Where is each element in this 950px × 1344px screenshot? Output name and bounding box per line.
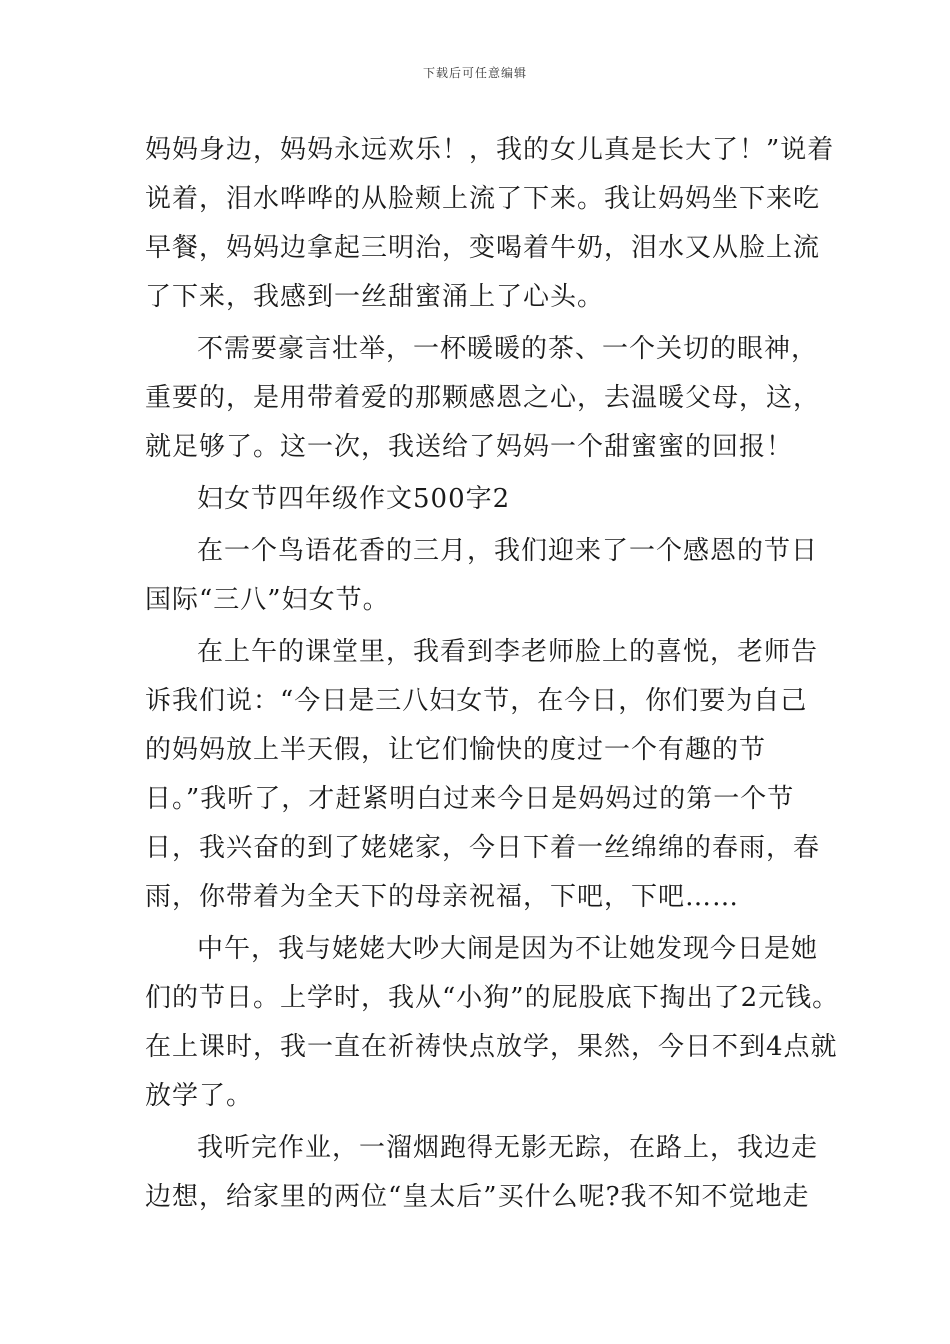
text-line: 妈妈身边，妈妈永远欢乐！，我的女儿真是长大了！”说着 bbox=[145, 135, 835, 165]
text-line: 国际“三八”妇女节。 bbox=[145, 585, 390, 615]
paragraph bbox=[145, 126, 835, 322]
text-line: 中午，我与姥姥大吵大闹是因为不让她发现今日是她 bbox=[197, 934, 819, 964]
paragraph bbox=[145, 527, 819, 625]
text-line: 日。”我听了，才赶紧明白过来今日是妈妈过的第一个节 bbox=[145, 784, 795, 814]
text-line: 日，我兴奋的到了姥姥家，今日下着一丝绵绵的春雨，春 bbox=[145, 833, 821, 863]
text-line: 就足够了。这一次，我送给了妈妈一个甜蜜蜜的回报！ bbox=[145, 432, 794, 462]
text-line: 在一个鸟语花香的三月，我们迎来了一个感恩的节日 bbox=[197, 536, 819, 566]
paragraph bbox=[145, 628, 821, 922]
text-line: 早餐，妈妈边拿起三明治，变喝着牛奶，泪水又从脸上流 bbox=[145, 233, 821, 263]
text-line: 们的节日。上学时，我从“小狗”的屁股底下掏出了2元钱。 bbox=[145, 983, 840, 1013]
text-line: 说着，泪水哗哗的从脸颊上流了下来。我让妈妈坐下来吃 bbox=[145, 184, 821, 214]
text-line: 的妈妈放上半天假，让它们愉快的度过一个有趣的节 bbox=[145, 735, 767, 765]
page-header: 下载后可任意编辑 bbox=[422, 66, 527, 80]
paragraph bbox=[145, 325, 821, 472]
text-line: 雨，你带着为全天下的母亲祝福，下吧，下吧…… bbox=[145, 882, 740, 912]
text-line: 重要的，是用带着爱的那颗感恩之心，去温暖父母，这， bbox=[145, 383, 821, 413]
paragraph bbox=[145, 925, 840, 1121]
text-line: 边想，给家里的两位“皇太后”买什么呢?我不知不觉地走 bbox=[145, 1182, 810, 1212]
section-title bbox=[145, 475, 815, 524]
paragraph bbox=[145, 1124, 819, 1222]
text-line: 在上午的课堂里，我看到李老师脸上的喜悦，老师告 bbox=[197, 637, 819, 667]
text-line: 不需要豪言壮举，一杯暖暖的茶、一个关切的眼神， bbox=[197, 334, 819, 364]
text-line: 妇女节四年级作文500字2 bbox=[197, 484, 511, 514]
document-body bbox=[145, 126, 840, 1222]
text-line: 在上课时，我一直在祈祷快点放学，果然，今日不到4点就 bbox=[145, 1032, 838, 1062]
text-line: 了下来，我感到一丝甜蜜涌上了心头。 bbox=[145, 282, 605, 312]
text-line: 我听完作业，一溜烟跑得无影无踪，在路上，我边走 bbox=[197, 1133, 819, 1163]
text-line: 放学了。 bbox=[145, 1081, 254, 1111]
text-line: 诉我们说：“今日是三八妇女节，在今日，你们要为自己 bbox=[145, 686, 808, 716]
